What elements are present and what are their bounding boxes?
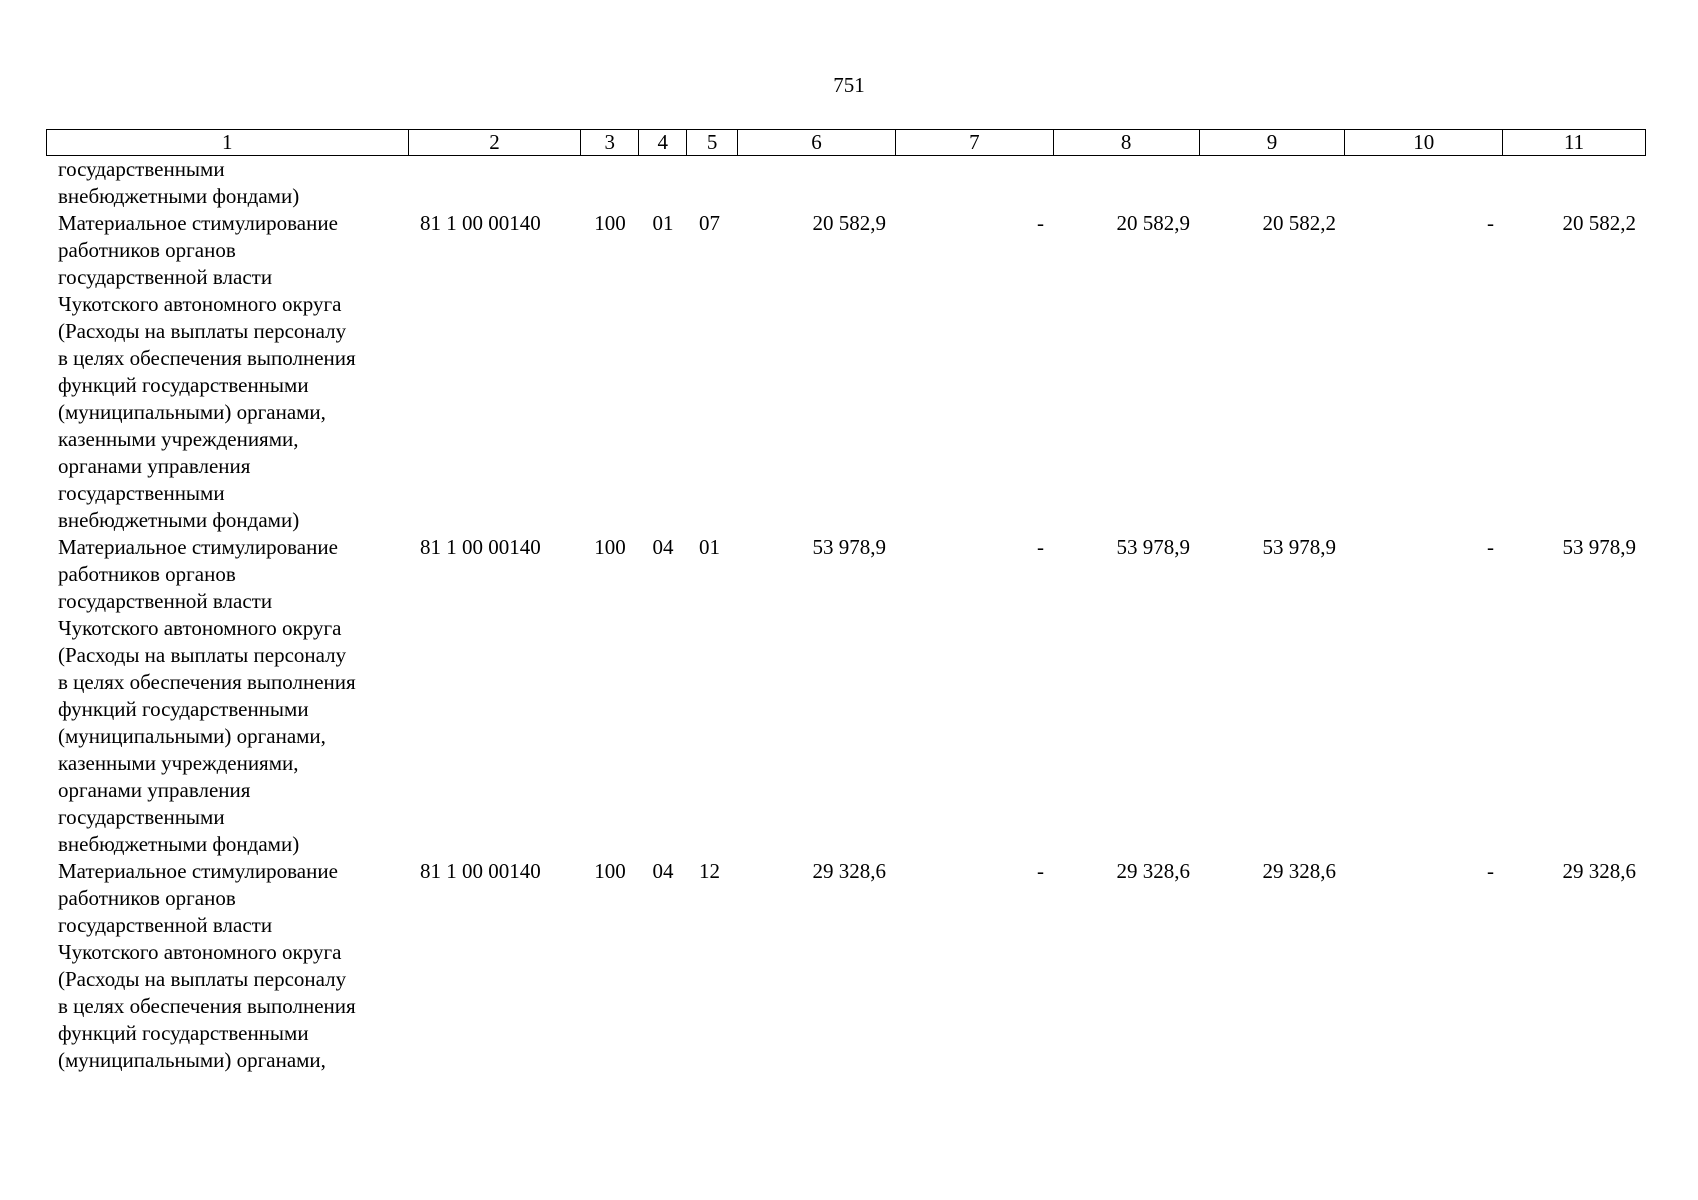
description-line: (муниципальными) органами, — [58, 724, 326, 748]
description-line: государственной власти — [58, 265, 273, 289]
header-col-8: 8 — [1054, 130, 1200, 155]
table-row — [46, 210, 1646, 534]
description-line: работников органов — [58, 886, 236, 910]
row-col-10: - — [1487, 211, 1494, 235]
row-col-7: - — [1037, 211, 1044, 235]
description-line: казенными учреждениями, — [58, 427, 299, 451]
description-line: казенными учреждениями, — [58, 751, 299, 775]
description-line: функций государственными — [58, 1021, 309, 1045]
description-line: Материальное стимулирование — [58, 859, 338, 883]
row-col-10 — [1346, 156, 1504, 210]
row-col-5: 12 — [699, 859, 720, 883]
table-row — [46, 156, 1646, 210]
row-col-11: 29 328,6 — [1562, 859, 1636, 883]
description-line: Материальное стимулирование — [58, 211, 338, 235]
row-col-3: 100 — [594, 859, 626, 883]
description-line: в целях обеспечения выполнения — [58, 994, 356, 1018]
row-col-6 — [738, 156, 896, 210]
row-col-9 — [1200, 156, 1346, 210]
row-code: 81 1 00 00140 — [420, 859, 541, 883]
description-line: (Расходы на выплаты персоналу — [58, 319, 347, 343]
row-col-9: 53 978,9 — [1262, 535, 1336, 559]
row-col-4: 04 — [652, 535, 674, 559]
row-description — [46, 156, 408, 210]
row-col-8: 53 978,9 — [1116, 535, 1190, 559]
header-col-3: 3 — [581, 130, 639, 155]
row-col-4 — [639, 156, 687, 210]
row-col-3: 100 — [594, 211, 626, 235]
description-line: (Расходы на выплаты персоналу — [58, 643, 347, 667]
header-col-7: 7 — [896, 130, 1054, 155]
description-line: функций государственными — [58, 373, 309, 397]
description-line: работников органов — [58, 562, 236, 586]
row-col-6: 29 328,6 — [812, 859, 886, 883]
row-col-5: 01 — [699, 535, 720, 559]
description-line: Чукотского автономного округа — [58, 616, 342, 640]
description-line: Чукотского автономного округа — [58, 940, 342, 964]
row-col-11: 20 582,2 — [1562, 211, 1636, 235]
row-col-10: - — [1487, 859, 1494, 883]
description-line: внебюджетными фондами) — [58, 832, 300, 856]
row-description — [46, 534, 408, 858]
row-description — [46, 210, 408, 534]
page-number: 751 — [833, 73, 865, 97]
description-line: функций государственными — [58, 697, 309, 721]
row-col-3: 100 — [594, 535, 626, 559]
table-row — [46, 534, 1646, 858]
row-col-9: 29 328,6 — [1262, 859, 1336, 883]
description-line: (Расходы на выплаты персоналу — [58, 967, 347, 991]
header-col-6: 6 — [738, 130, 896, 155]
row-col-7 — [896, 156, 1054, 210]
description-line: государственными — [58, 805, 225, 829]
row-col-6: 53 978,9 — [812, 535, 886, 559]
description-line: (муниципальными) органами, — [58, 400, 326, 424]
row-col-7: - — [1037, 535, 1044, 559]
description-line: в целях обеспечения выполнения — [58, 346, 356, 370]
header-col-4: 4 — [639, 130, 687, 155]
description-line: Чукотского автономного округа — [58, 292, 342, 316]
row-col-5 — [687, 156, 738, 210]
row-col-10: - — [1487, 535, 1494, 559]
row-col-4: 04 — [652, 859, 674, 883]
header-col-5: 5 — [687, 130, 738, 155]
description-line: Материальное стимулирование — [58, 535, 338, 559]
description-line: государственными — [58, 481, 225, 505]
row-col-4: 01 — [652, 211, 674, 235]
table-row — [46, 858, 1646, 1074]
row-col-8: 29 328,6 — [1116, 859, 1190, 883]
header-col-11: 11 — [1563, 130, 1585, 154]
row-code: 81 1 00 00140 — [420, 211, 541, 235]
description-line: органами управления — [58, 454, 251, 478]
description-line: органами управления — [58, 778, 251, 802]
row-col-6: 20 582,9 — [812, 211, 886, 235]
header-col-2: 2 — [409, 130, 582, 155]
header-col-1: 1 — [47, 130, 409, 155]
row-col-7: - — [1037, 859, 1044, 883]
description-line: внебюджетными фондами) — [58, 508, 300, 532]
row-col-5: 07 — [699, 211, 720, 235]
description-line: государственной власти — [58, 589, 273, 613]
table-header-row — [46, 129, 1646, 156]
header-col-9: 9 — [1200, 130, 1346, 155]
row-code — [408, 156, 581, 210]
row-description — [46, 858, 408, 1074]
row-col-8: 20 582,9 — [1116, 211, 1190, 235]
description-line: государственными — [58, 157, 225, 181]
header-col-10: 10 — [1345, 130, 1503, 155]
row-col-8 — [1054, 156, 1200, 210]
row-col-3 — [581, 156, 639, 210]
row-col-9: 20 582,2 — [1262, 211, 1336, 235]
row-col-11: 53 978,9 — [1562, 535, 1636, 559]
row-col-11 — [1504, 156, 1646, 210]
description-line: работников органов — [58, 238, 236, 262]
row-code: 81 1 00 00140 — [420, 535, 541, 559]
budget-table — [46, 129, 1646, 1074]
description-line: в целях обеспечения выполнения — [58, 670, 356, 694]
description-line: государственной власти — [58, 913, 273, 937]
description-line: (муниципальными) органами, — [58, 1048, 326, 1072]
description-line: внебюджетными фондами) — [58, 184, 300, 208]
